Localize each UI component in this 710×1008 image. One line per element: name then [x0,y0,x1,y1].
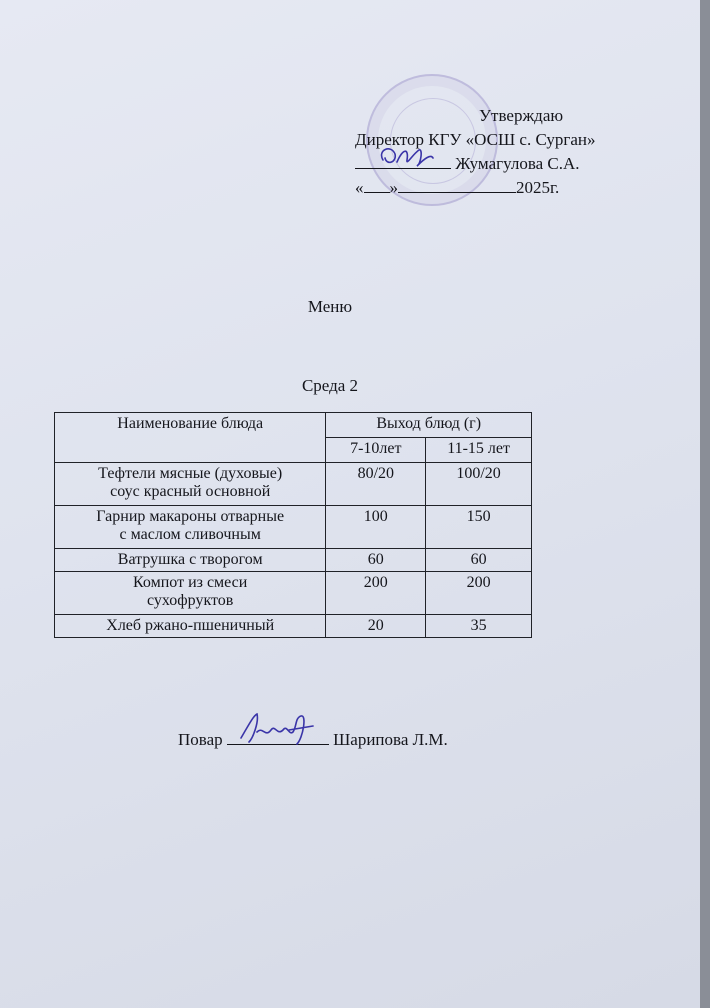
cook-signature-block [178,730,448,750]
portion-7-10: 20 [326,615,426,638]
table-row [55,615,532,638]
day-title: Среда 2 [301,376,359,395]
approval-block [355,104,595,200]
menu-table [54,412,532,638]
approval-heading: Утверждаю [479,106,564,125]
header-dish: Наименование блюда [55,413,326,463]
portion-7-10: 80/20 [326,463,426,506]
portion-11-15: 200 [426,572,532,615]
table-row [55,549,532,572]
cook-label: Повар [178,730,223,749]
approval-date-line: « » 2025г. [355,178,560,197]
portion-11-15: 60 [426,549,532,572]
director-signature-blank [355,152,451,169]
dish-cell: Тефтели мясные (духовые) соус красный основной [55,463,326,506]
director-name: Жумагулова С.А. [455,154,580,173]
header-age-1: 7-10лет [326,438,426,463]
portion-11-15: 100/20 [426,463,532,506]
table-row [55,463,532,506]
table-row [55,572,532,615]
table-header-row [55,413,532,438]
cook-signature-blank [227,730,329,745]
header-output: Выход блюд (г) [326,413,532,438]
header-age-2: 11-15 лет [426,438,532,463]
table-row [55,506,532,549]
approval-position: Директор КГУ «ОСШ с. Сурган» [355,130,596,149]
portion-7-10: 200 [326,572,426,615]
dish-cell: Компот из смеси сухофруктов [55,572,326,615]
dish-cell: Гарнир макароны отварные с маслом сливочным [55,506,326,549]
portion-7-10: 100 [326,506,426,549]
dish-cell: Ватрушка с творогом [55,549,326,572]
menu-title: Меню [307,297,353,316]
cook-name: Шарипова Л.М. [333,730,448,749]
cook-signature [237,708,317,748]
portion-11-15: 35 [426,615,532,638]
director-signature [373,140,443,174]
approval-year: 2025г. [516,178,560,197]
approval-signature-line [355,152,595,176]
dish-cell: Хлеб ржано-пшеничный [55,615,326,638]
portion-11-15: 150 [426,506,532,549]
portion-7-10: 60 [326,549,426,572]
